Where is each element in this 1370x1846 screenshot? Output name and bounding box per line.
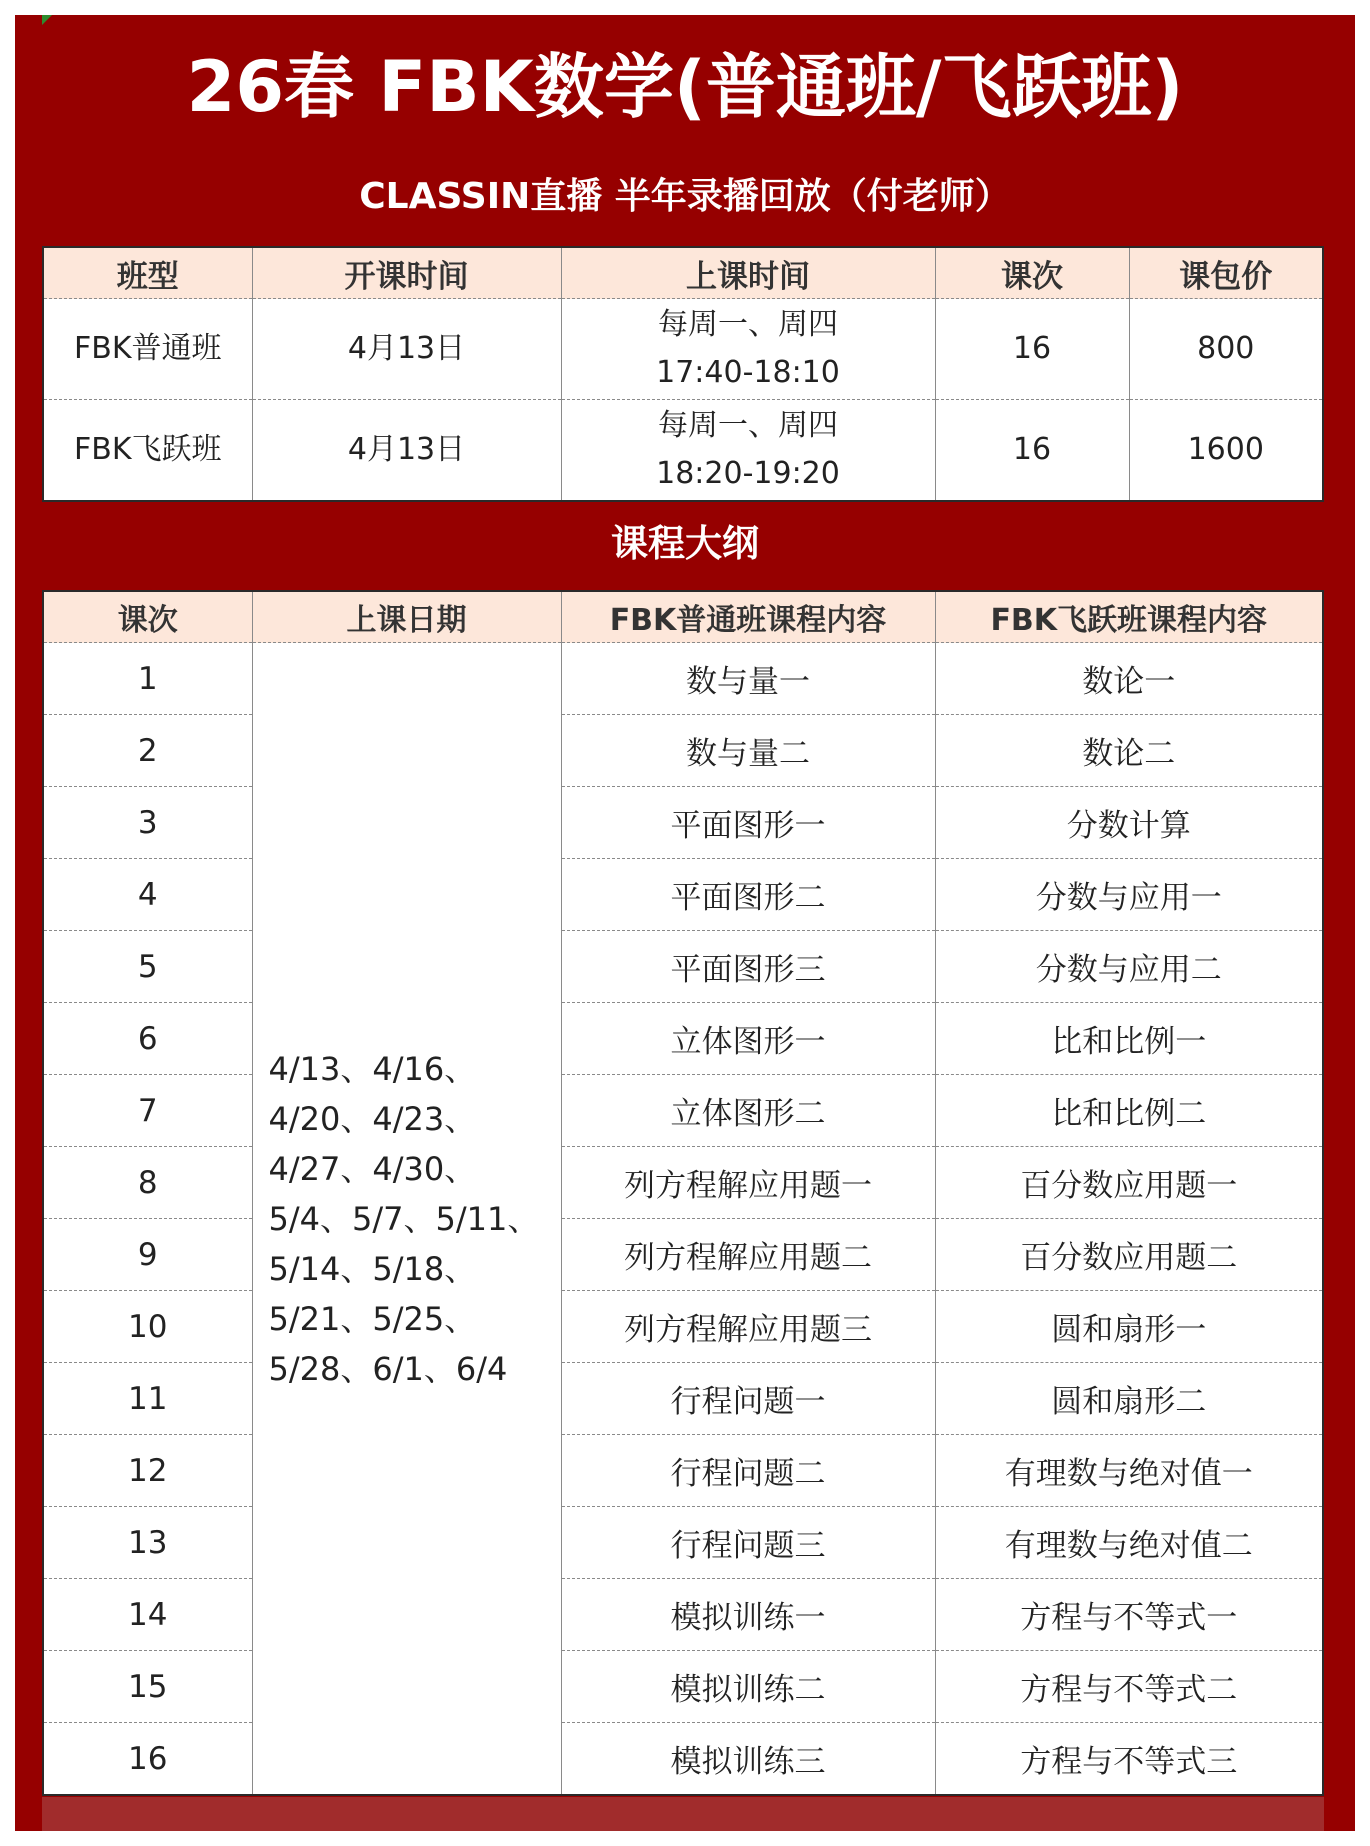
syllabus-row — [43, 715, 1323, 787]
header-session-number: 课次 — [43, 591, 252, 643]
syllabus-row — [43, 1723, 1323, 1796]
header-class-dates: 上课日期 — [252, 591, 561, 643]
class-type: FBK普通班 — [43, 299, 252, 400]
regular-content: 模拟训练二 — [561, 1651, 935, 1723]
regular-content: 行程问题一 — [561, 1363, 935, 1435]
schedule-header-row — [43, 247, 1323, 299]
session-number: 9 — [43, 1219, 252, 1291]
header-class-type: 班型 — [43, 247, 252, 299]
syllabus-row — [43, 643, 1323, 715]
syllabus-row — [43, 1219, 1323, 1291]
syllabus-row — [43, 1507, 1323, 1579]
regular-content: 行程问题三 — [561, 1507, 935, 1579]
syllabus-row — [43, 1075, 1323, 1147]
session-number: 10 — [43, 1291, 252, 1363]
advanced-content: 有理数与绝对值二 — [935, 1507, 1323, 1579]
session-number: 6 — [43, 1003, 252, 1075]
session-number: 1 — [43, 643, 252, 715]
header-start-date: 开课时间 — [252, 247, 561, 299]
session-number: 4 — [43, 859, 252, 931]
class-time — [561, 299, 935, 400]
session-number: 12 — [43, 1435, 252, 1507]
session-count: 16 — [935, 299, 1129, 400]
session-number: 16 — [43, 1723, 252, 1796]
session-number: 8 — [43, 1147, 252, 1219]
syllabus-row — [43, 1147, 1323, 1219]
start-date: 4月13日 — [252, 299, 561, 400]
session-count: 16 — [935, 400, 1129, 502]
syllabus-row — [43, 1363, 1323, 1435]
page-title: 26春 FBK数学(普通班/飞跃班) — [186, 46, 1184, 128]
class-days: 每周一、周四 — [658, 408, 838, 443]
header-class-time: 上课时间 — [561, 247, 935, 299]
advanced-content: 比和比例二 — [935, 1075, 1323, 1147]
syllabus-row — [43, 1003, 1323, 1075]
session-number: 14 — [43, 1579, 252, 1651]
syllabus-row — [43, 1291, 1323, 1363]
class-type: FBK飞跃班 — [43, 400, 252, 502]
regular-content: 列方程解应用题一 — [561, 1147, 935, 1219]
class-hours: 17:40-18:10 — [656, 355, 840, 390]
session-number: 2 — [43, 715, 252, 787]
session-number: 11 — [43, 1363, 252, 1435]
syllabus-row — [43, 787, 1323, 859]
advanced-content: 方程与不等式三 — [1020, 1744, 1238, 1780]
regular-content: 平面图形二 — [561, 859, 935, 931]
session-number: 13 — [43, 1507, 252, 1579]
start-date: 4月13日 — [252, 400, 561, 502]
regular-content: 立体图形一 — [561, 1003, 935, 1075]
schedule-table — [42, 246, 1324, 502]
header-advanced-content: FBK飞跃班课程内容 — [935, 591, 1323, 643]
regular-content: 平面图形一 — [561, 787, 935, 859]
class-days: 每周一、周四 — [658, 307, 838, 342]
syllabus-row — [43, 1579, 1323, 1651]
advanced-content: 百分数应用题一 — [935, 1147, 1323, 1219]
advanced-content: 数论一 — [935, 643, 1323, 715]
syllabus-row — [43, 1651, 1323, 1723]
advanced-content: 圆和扇形一 — [935, 1291, 1323, 1363]
advanced-content: 分数与应用二 — [935, 931, 1323, 1003]
advanced-content: 分数计算 — [935, 787, 1323, 859]
regular-content: 平面图形三 — [561, 931, 935, 1003]
session-number: 3 — [43, 787, 252, 859]
regular-content: 模拟训练三 — [561, 1723, 935, 1796]
syllabus-header-row — [43, 591, 1323, 643]
regular-content: 行程问题二 — [561, 1435, 935, 1507]
schedule-row — [43, 299, 1323, 400]
class-dates: 4/13、4/16、4/20、4/23、4/27、4/30、5/4、5/7、5/11、5/14、5/18、5/21、5/25、5/28、6/1、6/4 — [252, 643, 561, 1796]
regular-content: 数与量一 — [561, 643, 935, 715]
class-time — [561, 400, 935, 502]
advanced-content: 数论二 — [935, 715, 1323, 787]
advanced-content: 比和比例一 — [935, 1003, 1323, 1075]
regular-content: 列方程解应用题二 — [561, 1219, 935, 1291]
package-price: 1600 — [1187, 432, 1264, 467]
header-sessions: 课次 — [935, 247, 1129, 299]
syllabus-row — [43, 931, 1323, 1003]
advanced-content: 圆和扇形二 — [935, 1363, 1323, 1435]
header-regular-content: FBK普通班课程内容 — [561, 591, 935, 643]
session-number: 15 — [43, 1651, 252, 1723]
syllabus-row — [43, 1435, 1323, 1507]
syllabus-table — [42, 590, 1324, 1796]
regular-content: 模拟训练一 — [561, 1579, 935, 1651]
advanced-content: 百分数应用题二 — [935, 1219, 1323, 1291]
advanced-content: 方程与不等式一 — [935, 1579, 1323, 1651]
schedule-row — [43, 400, 1323, 502]
package-price: 800 — [1129, 299, 1323, 400]
regular-content: 列方程解应用题三 — [561, 1291, 935, 1363]
header-price: 课包价 — [1129, 247, 1323, 299]
syllabus-row — [43, 859, 1323, 931]
regular-content: 立体图形二 — [561, 1075, 935, 1147]
regular-content: 数与量二 — [561, 715, 935, 787]
bottom-strip — [42, 1797, 1324, 1831]
advanced-content: 方程与不等式二 — [935, 1651, 1323, 1723]
advanced-content: 有理数与绝对值一 — [935, 1435, 1323, 1507]
class-hours: 18:20-19:20 — [656, 456, 840, 491]
corner-marker — [42, 15, 52, 25]
session-number: 7 — [43, 1075, 252, 1147]
advanced-content: 分数与应用一 — [935, 859, 1323, 931]
page-subtitle: CLASSIN直播 半年录播回放（付老师） — [359, 176, 1011, 217]
session-number: 5 — [43, 931, 252, 1003]
syllabus-title: 课程大纲 — [611, 522, 759, 565]
